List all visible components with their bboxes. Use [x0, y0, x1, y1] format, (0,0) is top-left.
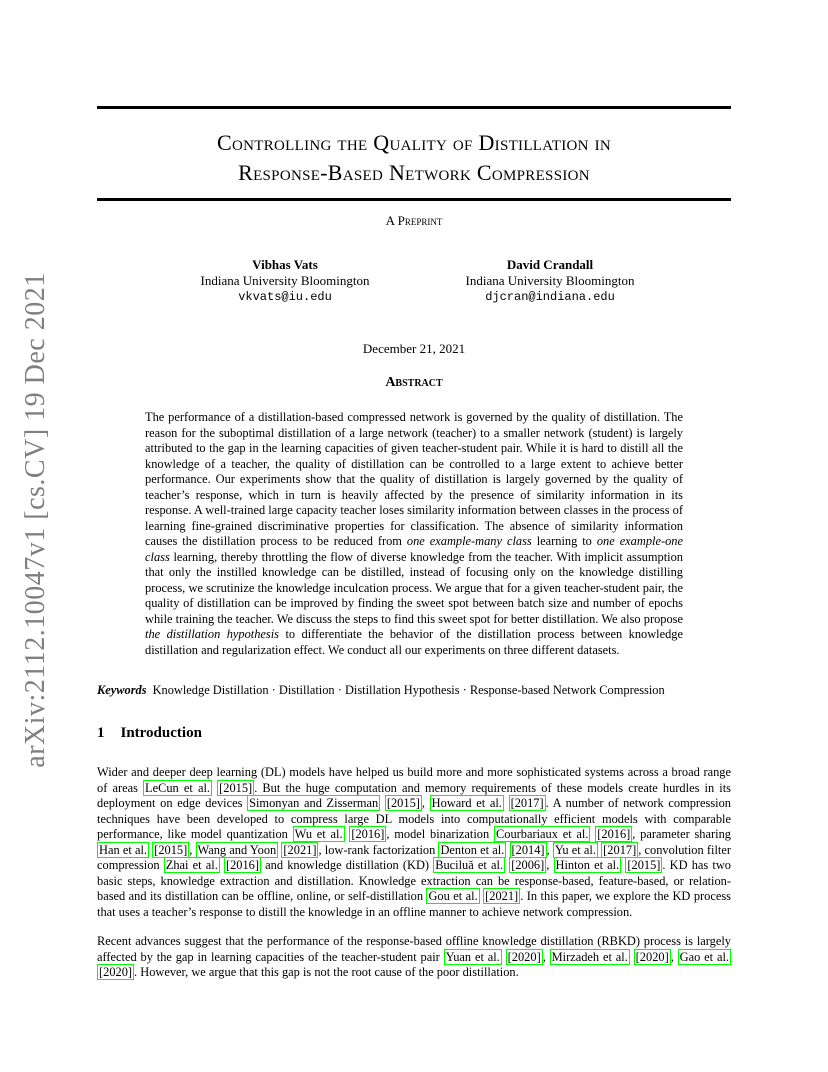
- author-name: David Crandall: [506, 257, 594, 272]
- arxiv-identifier-stamp: arXiv:2112.10047v1 [cs.CV] 19 Dec 2021: [20, 272, 51, 768]
- author-email: vkvats@iu.edu: [238, 290, 332, 304]
- citation-link[interactable]: [2016]: [597, 827, 631, 841]
- citation-link[interactable]: [2015]: [386, 796, 420, 810]
- keywords-text: Knowledge Distillation · Distillation · Distillation Hypothesis · Response-based Network Compression: [152, 683, 665, 697]
- author-block-2: [415, 257, 685, 305]
- author-affiliation: Indiana University Bloomington: [465, 273, 635, 288]
- citation-link[interactable]: Courbariaux et al.: [495, 827, 589, 841]
- citation-link[interactable]: [2006]: [511, 858, 545, 872]
- paper-date: December 21, 2021: [362, 341, 466, 356]
- citation-link[interactable]: Yuan et al.: [445, 949, 500, 964]
- citation-link[interactable]: [2015]: [627, 858, 661, 872]
- abstract-text: learning, thereby throttling the flow of diverse knowledge from the teacher. With implicit assumption that only the instilled knowledge can be distilled, instead of focusing only on the knowledge distilling process, we scrutinize the knowledge inculcation process. We argue that for a given teacher-student pair, the quality of distillation can be improved by finding the sweet spot between batch size and number of epochs while training the teacher. We discuss the steps to find this sweet spot for better distillation. We also propose: [145, 549, 683, 626]
- abstract-emphasis: one example-one class: [145, 534, 683, 564]
- abstract-text: to differentiate the behavior of the distillation process between knowledge distillation and regularization effect. We conduct all our experiments on three different datasets.: [145, 627, 684, 657]
- citation-link[interactable]: [2016]: [225, 858, 259, 872]
- intro-paragraph-2: Recent advances suggest that the performance of the response-based offline knowledge distillation (RBKD) process is largely affected by the gap in learning capacities of the teacher-student pair Yuan et al. [2020] , Mirzadeh et al. [2020] , Gao et al. [2020] . However, we argue that this gap is not the root cause of the poor distillation.: [97, 934, 731, 979]
- keywords-line: [97, 683, 737, 698]
- citation-link[interactable]: Wu et al.: [294, 827, 343, 841]
- citation-link[interactable]: Wang and Yoon: [197, 842, 277, 857]
- citation-link[interactable]: Zhai et al.: [165, 858, 218, 872]
- citation-link[interactable]: LeCun et al.: [145, 780, 210, 795]
- abstract-text: The performance of a distillation-based compressed network is governed by the quality of distillation. The reason for the suboptimal distillation of a large network (teacher) to a smaller network (student) is largely attributed to the gap in the learning capacities of given teacher-student pair. While it is hard to distill all the knowledge of a teacher, the quality of distillation can be controlled to a large extent to achieve better performance. Our experiments show that the quality of distillation is largely governed by the quality of teacher’s response, which in turn is heavily affected by the presence of similarity information in its response. A well-trained large capacity teacher loses similarity information between classes in the process of learning fine-grained discriminative properties for classification. The absence of similarity information causes the distillation process to be reduced from: [145, 410, 683, 548]
- citation-link[interactable]: [2014]: [511, 842, 545, 857]
- abstract-emphasis: one example-many class: [406, 534, 532, 548]
- citation-link[interactable]: Simonyan and Zisserman: [249, 796, 379, 810]
- intro-paragraph-1: Wider and deeper deep learning (DL) models have helped us build more and more sophisticated systems across a broad range of areas LeCun et al. [2015] . But the huge computation and memory requirements of these models create hurdles in its deployment on edge devices Simonyan and Zisserman [2015] , Howard et al. [2017] . A number of network compression techniques have been developed to compress large DL models into computationally efficient models with comparable performance, like model quantization Wu et al. [2016] , model binarization Courbariaux et al. [2016] , parameter sharing Han et al. [2015] , Wang and Yoon [2021] , low-rank factorization Denton et al. [2014] , Yu et al. [2017] , convolution filter compression Zhai et al. [2016] and knowledge distillation (KD) Buciluǎ et al. [2006] , Hinton et al. [2015] . KD has two basic steps, knowledge extraction and distillation. Knowledge extraction can be response-based, feature-based, or relation-based and its distillation can be offline, online, or self-distillation Gou et al. [2021] . In this paper, we explore the KD process that uses a teacher’s response to distill the knowledge in an offline manner to achieve network compression.: [97, 765, 732, 919]
- preprint-label: A Preprint: [385, 213, 443, 228]
- citation-link[interactable]: Denton et al.: [440, 842, 505, 857]
- title-rule-top: [97, 106, 731, 109]
- abstract-text: learning to: [531, 534, 597, 548]
- citation-link[interactable]: Yu et al.: [554, 842, 596, 857]
- citation-link[interactable]: Hinton et al.: [555, 858, 620, 872]
- title-line-2: Response-Based Network Compression: [238, 160, 590, 185]
- citation-link[interactable]: Mirzadeh et al.: [551, 949, 628, 964]
- citation-link[interactable]: Gou et al.: [428, 889, 478, 903]
- abstract-body: [145, 410, 683, 658]
- author-affiliation: Indiana University Bloomington: [200, 273, 370, 288]
- citation-link[interactable]: [2016]: [351, 827, 385, 841]
- citation-link[interactable]: [2015]: [219, 780, 253, 795]
- paper-title: [97, 128, 731, 188]
- title-rule-bottom: [97, 198, 731, 201]
- citation-link[interactable]: Buciluǎ et al.: [435, 858, 504, 872]
- abstract-emphasis: the distillation hypothesis: [145, 627, 280, 641]
- citation-link[interactable]: [2017]: [510, 796, 544, 810]
- abstract-heading: Abstract: [385, 375, 443, 390]
- citation-link[interactable]: [2015]: [154, 842, 188, 857]
- section-heading-introduction: [97, 725, 202, 742]
- title-line-1: Controlling the Quality of Distillation in: [217, 130, 611, 155]
- citation-link[interactable]: [2017]: [603, 842, 637, 857]
- citation-link[interactable]: Han et al.: [99, 842, 147, 857]
- citation-link[interactable]: [2020]: [507, 949, 541, 964]
- author-block-1: [150, 257, 420, 305]
- citation-link[interactable]: [2021]: [283, 842, 317, 857]
- citation-link[interactable]: Howard et al.: [431, 796, 502, 810]
- section-title: Introduction: [120, 725, 202, 741]
- author-email: djcran@indiana.edu: [485, 290, 615, 304]
- citation-link[interactable]: [2020]: [99, 965, 133, 979]
- author-name: Vibhas Vats: [252, 257, 318, 272]
- citation-link[interactable]: [2021]: [485, 889, 519, 903]
- keywords-label: Keywords: [97, 683, 147, 697]
- section-number: 1: [97, 725, 105, 741]
- citation-link[interactable]: [2020]: [635, 949, 669, 964]
- citation-link[interactable]: Gao et al.: [679, 949, 729, 964]
